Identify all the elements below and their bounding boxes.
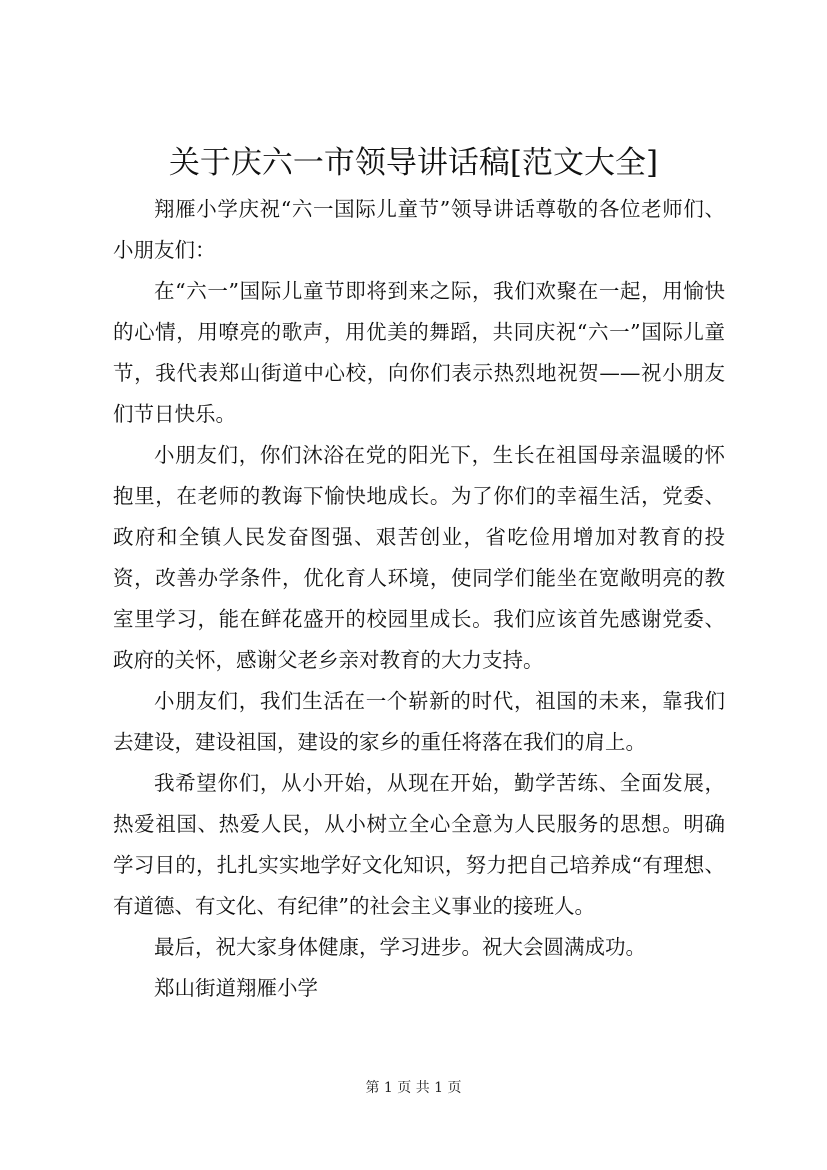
- paragraph-growth: 小朋友们，你们沐浴在党的阳光下，生长在祖国母亲温暖的怀抱里，在老师的教诲下愉快地成长。为了你们的幸福生活，党委、政府和全镇人民发奋图强、艰苦创业，省吃俭用增加对教育的投资，改善办学条件，优化育人环境，使同学们能坐在宽敞明亮的教室里学习，能在鲜花盛开的校园里成长。我们应该首先感谢党委、政府的关怀，感谢父老乡亲对教育的大力支持。: [113, 443, 725, 672]
- paragraph-celebration: 在“六一”国际儿童节即将到来之际，我们欢聚在一起，用愉快的心情，用嘹亮的歌声，用优美的舞蹈，共同庆祝“六一”国际儿童节，我代表郑山街道中心校，向你们表示热烈地祝贺——祝小朋友们节日快乐。: [113, 279, 725, 426]
- paragraph-future: 小朋友们，我们生活在一个崭新的时代，祖国的未来，靠我们去建设，建设祖国，建设的家乡的重任将落在我们的肩上。: [113, 689, 725, 754]
- page-number-footer: 第 1 页 共 1 页: [365, 1080, 462, 1096]
- document-body: [113, 189, 725, 1009]
- paragraph-greeting: 翔雁小学庆祝“六一国际儿童节”领导讲话尊敬的各位老师们、小朋友们：: [113, 197, 725, 262]
- document-title: 关于庆六一市领导讲话稿[范文大全]: [168, 145, 659, 181]
- paragraph-closing: 最后，祝大家身体健康，学习进步。祝大会圆满成功。: [154, 935, 646, 959]
- paragraph-hope: 我希望你们，从小开始，从现在开始，勤学苦练、全面发展，热爱祖国、热爱人民，从小树立全心全意为人民服务的思想。明确学习目的，扎扎实实地学好文化知识，努力把自己培养成“有理想、有道德、有文化、有纪律”的社会主义事业的接班人。: [113, 771, 725, 918]
- paragraph-signature: 郑山街道翔雁小学: [154, 976, 318, 1000]
